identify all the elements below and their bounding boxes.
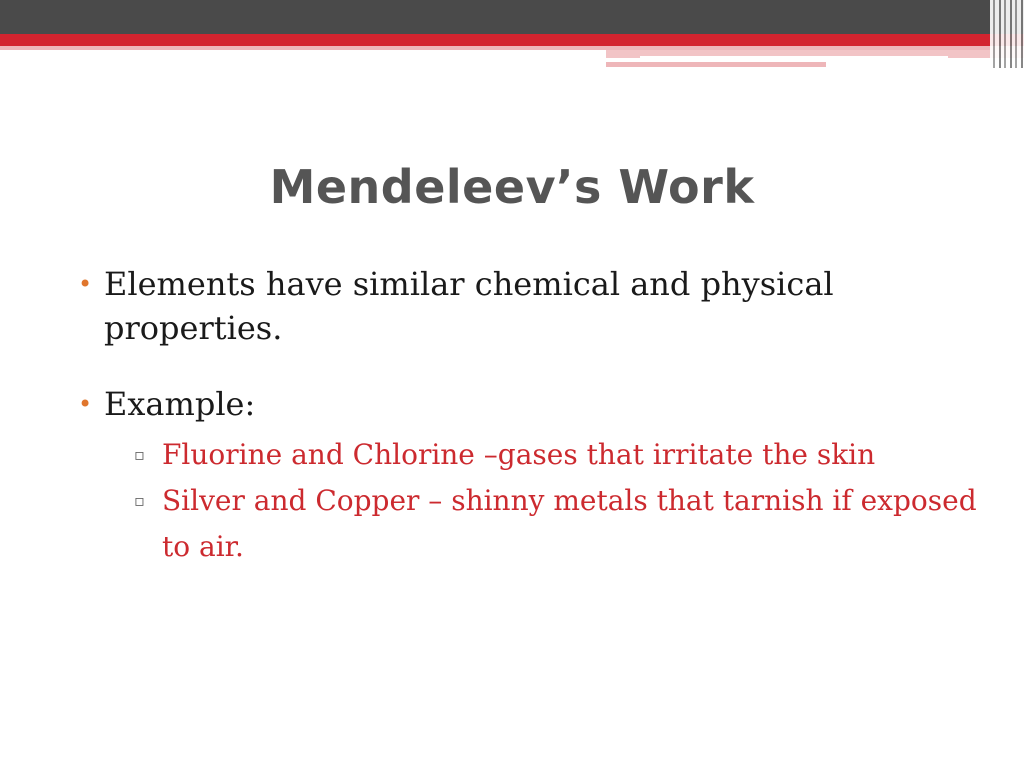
header-red-band	[0, 34, 1024, 46]
sub-bullet-marker: ▫	[134, 491, 145, 510]
bullet-item	[78, 382, 978, 570]
header-pink-accent-band-lower	[606, 62, 826, 67]
header-accent-line	[640, 56, 948, 58]
bullet-item	[78, 262, 978, 350]
slide-body	[78, 262, 978, 570]
bullet-text: Example:	[104, 385, 256, 423]
sub-bullet-text: Silver and Copper – shinny metals that tarnish if exposed to air.	[162, 484, 977, 563]
sub-bullet-list	[104, 432, 978, 570]
sub-bullet-item	[104, 478, 978, 570]
header-corner-stripes	[990, 0, 1024, 68]
slide-title: Mendeleev’s Work	[269, 160, 755, 214]
bullet-text: Elements have similar chemical and physical properties.	[104, 265, 834, 347]
header-dark-band	[0, 0, 1024, 34]
bullet-marker: •	[78, 390, 93, 418]
sub-bullet-item	[104, 432, 978, 478]
sub-bullet-text: Fluorine and Chlorine –gases that irritate the skin	[162, 438, 876, 471]
sub-bullet-marker: ▫	[134, 445, 145, 464]
bullet-marker: •	[78, 270, 93, 298]
